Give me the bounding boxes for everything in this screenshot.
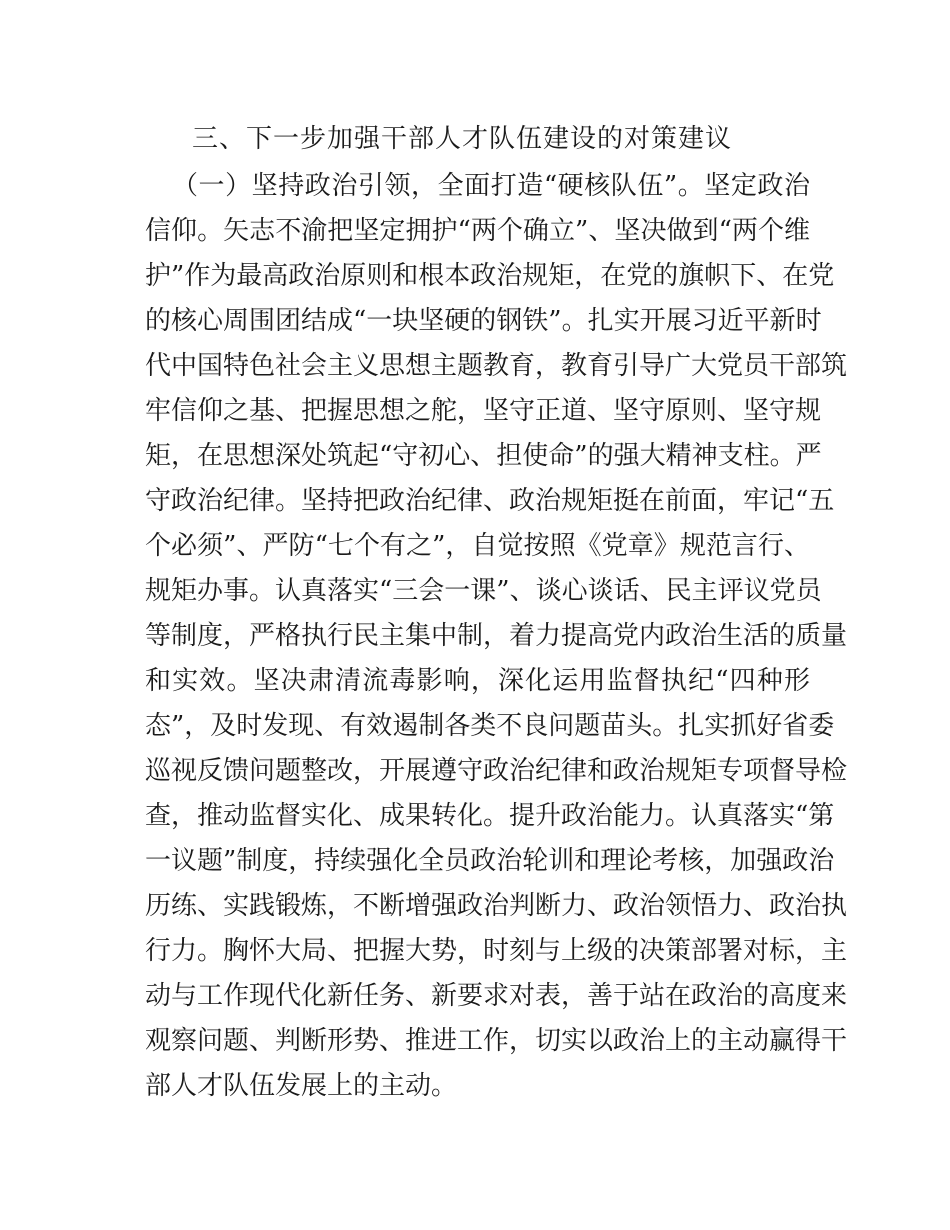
section-heading: 三、下一步加强干部人才队伍建设的对策建议 xyxy=(192,124,733,154)
paragraph-line-12: 和实效。坚决肃清流毒影响，深化运用监督执纪“四种形 xyxy=(145,666,810,696)
paragraph-line-3: 护”作为最高政治原则和根本政治规矩，在党的旗帜下、在党 xyxy=(145,261,835,291)
paragraph-line-10: 规矩办事。认真落实“三会一课”、谈心谈话、民主评议党员 xyxy=(145,576,822,606)
paragraph-line-6: 牢信仰之基、把握思想之舵，坚守正道、坚守原则、坚守规 xyxy=(145,396,822,426)
paragraph-line-8: 守政治纪律。坚持把政治纪律、政治规矩挺在前面，牢记“五 xyxy=(145,486,835,516)
paragraph-line-11: 等制度，严格执行民主集中制，着力提高党内政治生活的质量 xyxy=(145,621,848,651)
paragraph-line-20: 观察问题、判断形势、推进工作，切实以政治上的主动赢得干 xyxy=(145,1026,848,1056)
paragraph-line-17: 历练、实践锻炼，不断增强政治判断力、政治领悟力、政治执 xyxy=(145,891,848,921)
paragraph-line-21: 部人才队伍发展上的主动。 xyxy=(145,1071,458,1101)
paragraph-line-5: 代中国特色社会主义思想主题教育，教育引导广大党员干部筑 xyxy=(145,351,848,381)
paragraph-line-1: （一）坚持政治引领，全面打造“硬核队伍”。坚定政治 xyxy=(172,171,810,201)
paragraph-line-9: 个必须”、严防“七个有之”，自觉按照《党章》规范言行、 xyxy=(145,531,810,561)
paragraph-line-19: 动与工作现代化新任务、新要求对表，善于站在政治的高度来 xyxy=(145,981,848,1011)
paragraph-line-16: 一议题”制度，持续强化全员政治轮训和理论考核，加强政治 xyxy=(145,846,835,876)
paragraph-line-14: 巡视反馈问题整改，开展遵守政治纪律和政治规矩专项督导检 xyxy=(145,756,848,786)
paragraph-line-4: 的核心周围团结成“一块坚硬的钢铁”。扎实开展习近平新时 xyxy=(145,306,822,336)
paragraph-line-15: 查，推动监督实化、成果转化。提升政治能力。认真落实“第 xyxy=(145,801,835,831)
paragraph-line-18: 行力。胸怀大局、把握大势，时刻与上级的决策部署对标，主 xyxy=(145,936,848,966)
paragraph-line-7: 矩，在思想深处筑起“守初心、担使命”的强大精神支柱。严 xyxy=(145,441,822,471)
paragraph-line-13: 态”，及时发现、有效遏制各类不良问题苗头。扎实抓好省委 xyxy=(145,711,835,741)
paragraph-line-2: 信仰。矢志不渝把坚定拥护“两个确立”、坚决做到“两个维 xyxy=(145,216,810,246)
